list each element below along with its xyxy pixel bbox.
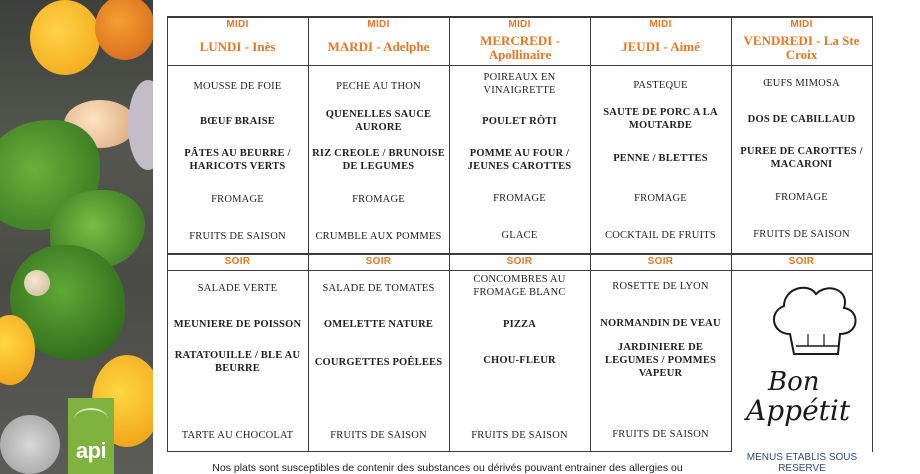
- column-separator: [449, 16, 450, 452]
- dinner-label: SOIR: [506, 256, 533, 267]
- thursday-dinner-dessert: FRUITS DE SAISON: [612, 428, 709, 440]
- day-title-monday: LUNDI - Inès: [199, 39, 276, 54]
- tuesday-cheese: FROMAGE: [352, 193, 405, 205]
- day-title-thursday: JEUDI - Aimé: [621, 39, 700, 54]
- friday-starter: ŒUFS MIMOSA: [763, 77, 840, 89]
- day-title-friday: VENDREDI - La Ste Croix: [743, 33, 860, 62]
- yellow-tomato-shape: [30, 0, 100, 75]
- thursday-cheese: FROMAGE: [634, 192, 687, 204]
- friday-main: DOS DE CABILLAUD: [747, 113, 856, 125]
- dinner-label: SOIR: [224, 256, 251, 267]
- dinner-label: SOIR: [365, 256, 392, 267]
- onion-shape: [128, 80, 153, 170]
- tuesday-dinner-side: COURGETTES POÊLEES: [314, 356, 443, 368]
- leaf-icon: [74, 408, 108, 430]
- tuesday-starter: PECHE AU THON: [336, 80, 421, 92]
- column-separator: [167, 16, 168, 452]
- wednesday-dinner-dessert: FRUITS DE SAISON: [471, 429, 568, 441]
- tuesday-dinner-starter: SALADE DE TOMATES: [322, 282, 435, 294]
- salt-shape: [0, 415, 60, 474]
- thursday-side: PENNE / BLETTES: [613, 152, 708, 164]
- monday-side: PÂTES AU BEURRE / HARICOTS VERTS: [184, 148, 291, 172]
- column-separator: [872, 16, 873, 452]
- lunch-dinner-divider: [167, 253, 873, 255]
- thursday-dinner-starter: ROSETTE DE LYON: [612, 280, 709, 292]
- grid-border-top: [167, 16, 873, 18]
- thursday-dessert: COCKTAIL DE FRUITS: [605, 229, 716, 241]
- chef-hat-icon: [774, 288, 856, 354]
- monday-main: BŒUF BRAISE: [199, 115, 276, 127]
- thursday-dinner-main: NORMANDIN DE VEAU: [600, 317, 721, 329]
- tuesday-dinner-main: OMELETTE NATURE: [323, 318, 434, 330]
- tuesday-dinner-dessert: FRUITS DE SAISON: [330, 429, 427, 441]
- friday-cheese: FROMAGE: [775, 191, 828, 203]
- wednesday-main: POULET RÔTI: [482, 115, 557, 127]
- thursday-main: SAUTE DE PORC A LA MOUTARDE: [603, 107, 718, 131]
- lunch-label: MIDI: [367, 19, 390, 30]
- orange-tomato-shape: [95, 0, 153, 60]
- column-separator: [590, 16, 591, 452]
- wednesday-dinner-main: PIZZA: [502, 318, 537, 330]
- menus-note: MENUS ETABLIS SOUS RESERVE: [746, 452, 858, 474]
- bon-text: Bon: [768, 367, 820, 397]
- tuesday-dessert: CRUMBLE AUX POMMES: [315, 230, 442, 242]
- wednesday-dessert: GLACE: [501, 229, 538, 241]
- wednesday-starter: POIREAUX EN VINAIGRETTE: [483, 72, 556, 96]
- monday-dessert: FRUITS DE SAISON: [189, 230, 286, 242]
- lunch-header-divider: [167, 65, 873, 66]
- monday-dinner-dessert: TARTE AU CHOCOLAT: [181, 429, 294, 441]
- monday-dinner-main: MEUNIERE DE POISSON: [173, 318, 302, 330]
- vegetables-photo: [0, 0, 153, 474]
- pepper-shape: [24, 270, 50, 296]
- lunch-label: MIDI: [508, 19, 531, 30]
- api-logo: [68, 398, 114, 474]
- dinner-label: SOIR: [647, 256, 674, 267]
- thursday-dinner-side: JARDINIERE DE LEGUMES / POMMES VAPEUR: [604, 341, 717, 379]
- lunch-label: MIDI: [649, 19, 672, 30]
- wednesday-side: POMME AU FOUR / JEUNES CAROTTES: [467, 148, 572, 172]
- tuesday-main: QUENELLES SAUCE AURORE: [325, 109, 432, 133]
- thursday-starter: PASTEQUE: [633, 79, 688, 91]
- lunch-label: MIDI: [790, 19, 813, 30]
- monday-cheese: FROMAGE: [211, 193, 264, 205]
- monday-dinner-side: RATATOUILLE / BLE AU BEURRE: [174, 350, 301, 374]
- wednesday-dinner-starter: CONCOMBRES AU FROMAGE BLANC: [473, 274, 566, 298]
- friday-side: PUREE DE CAROTTES / MACARONI: [740, 146, 863, 170]
- column-separator: [308, 16, 309, 452]
- wednesday-cheese: FROMAGE: [493, 192, 546, 204]
- chef-hat-illustration: [732, 272, 872, 442]
- allergy-footer-note: Nos plats sont susceptibles de contenir des substances ou dérivés pouvant entrainer des allergies ou: [212, 462, 683, 474]
- monday-starter: MOUSSE DE FOIE: [193, 80, 282, 92]
- lunch-label: MIDI: [226, 19, 249, 30]
- dinner-header-divider: [167, 270, 873, 271]
- day-title-wednesday: MERCREDI - Apollinaire: [480, 33, 560, 62]
- friday-dessert: FRUITS DE SAISON: [753, 228, 850, 240]
- wednesday-dinner-side: CHOU-FLEUR: [483, 354, 556, 366]
- day-title-tuesday: MARDI - Adelphe: [327, 39, 430, 54]
- dinner-label: SOIR: [788, 256, 815, 267]
- appetit-text: Appétit: [746, 394, 851, 427]
- api-logo-text: api: [75, 438, 107, 463]
- tuesday-side: RIZ CREOLE / BRUNOISE DE LEGUMES: [312, 148, 445, 172]
- monday-dinner-starter: SALADE VERTE: [197, 282, 278, 294]
